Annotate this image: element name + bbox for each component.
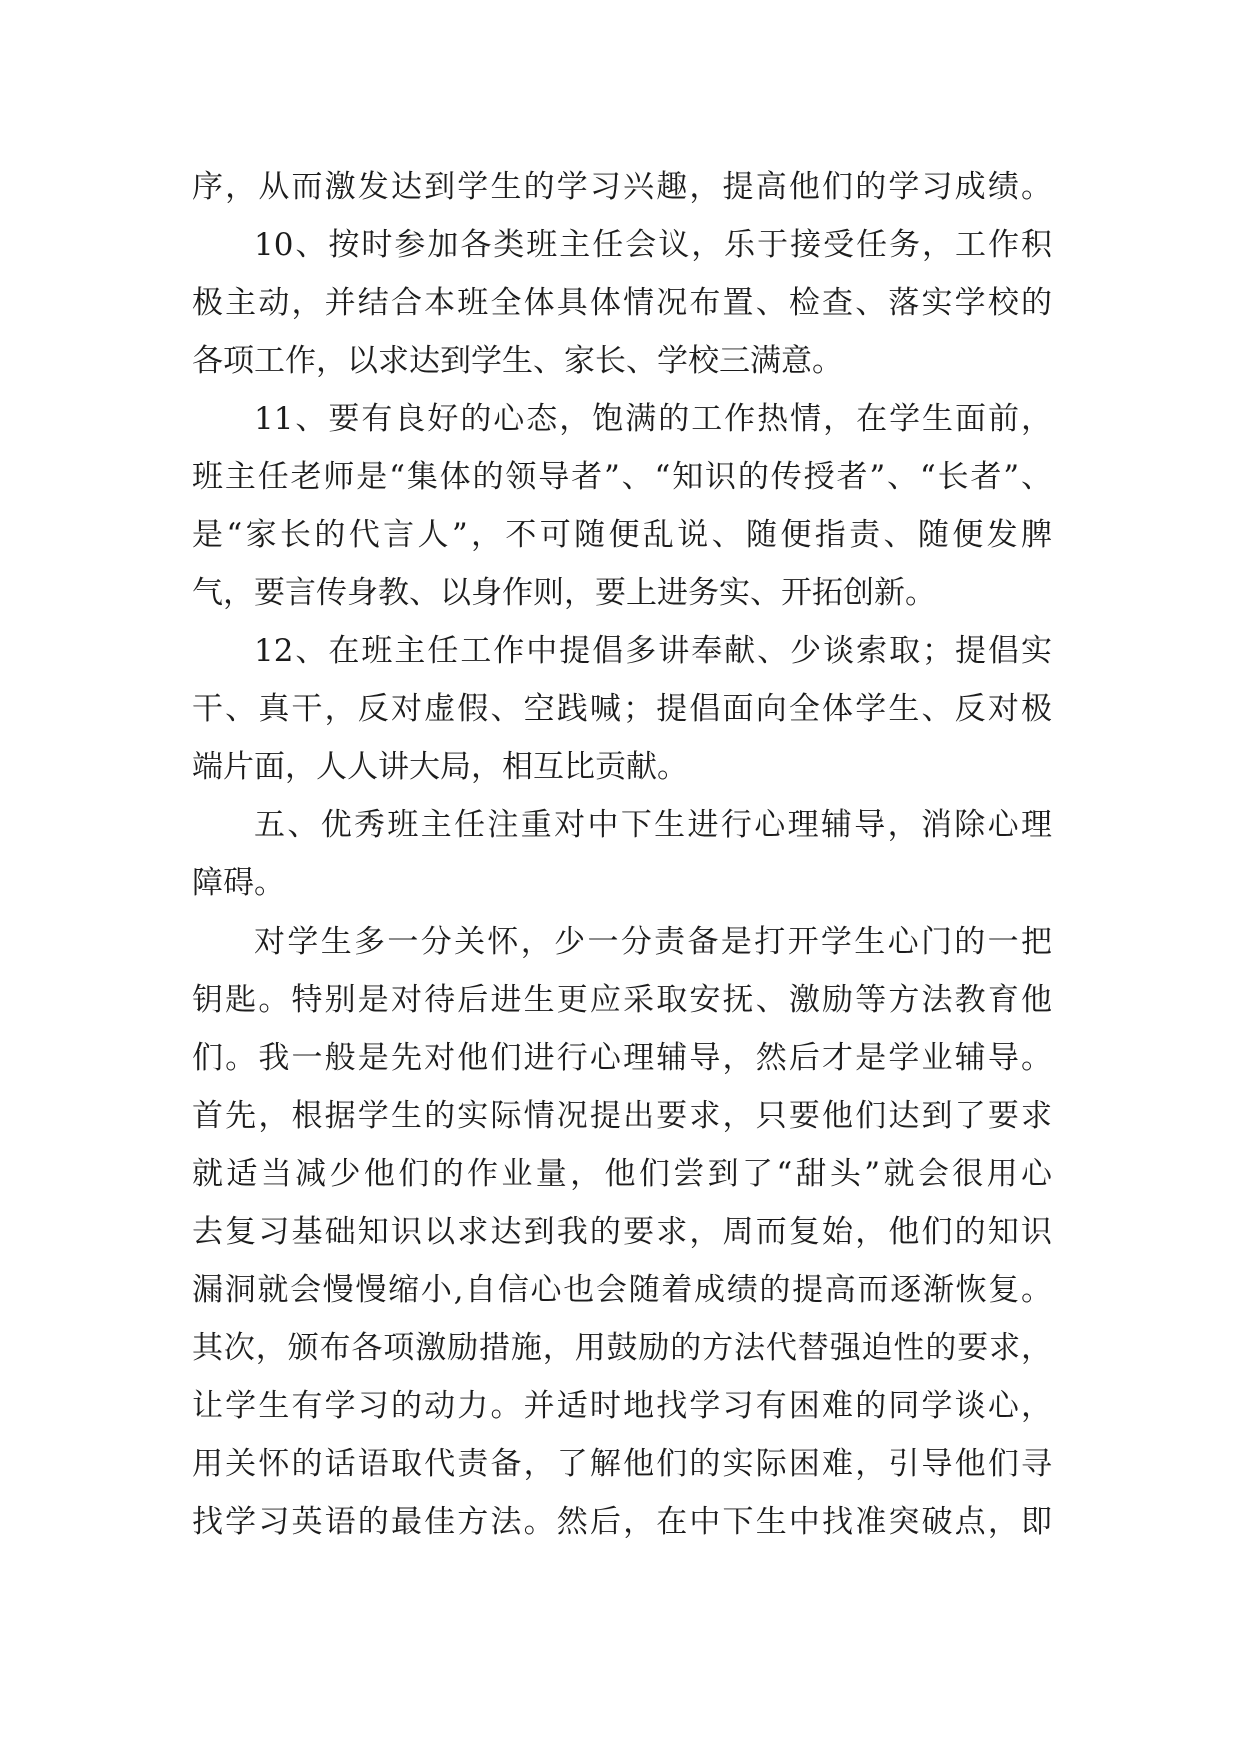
text-line: 端片面，人人讲大局，相互比贡献。	[192, 749, 688, 785]
text-line: 班主任老师是“集体的领导者”、“知识的传授者”、“长者”、	[192, 459, 1052, 495]
text-line: 就适当减少他们的作业量，他们尝到了“甜头”就会很用心	[192, 1156, 1052, 1192]
text-line: 其次，颁布各项激励措施，用鼓励的方法代替强迫性的要求，	[192, 1330, 1052, 1366]
text-line: 钥匙。特别是对待后进生更应采取安抚、激励等方法教育他	[192, 982, 1052, 1018]
text-line: 去复习基础知识以求达到我的要求，周而复始，他们的知识	[192, 1214, 1052, 1250]
text-line: 各项工作，以求达到学生、家长、学校三满意。	[192, 343, 843, 379]
text-line: 序，从而激发达到学生的学习兴趣，提高他们的学习成绩。	[192, 169, 1052, 205]
text-line: 找学习英语的最佳方法。然后，在中下生中找准突破点，即	[192, 1504, 1052, 1540]
text-line: 12、在班主任工作中提倡多讲奉献、少谈索取；提倡实	[254, 633, 1052, 669]
section-heading: 五、优秀班主任注重对中下生进行心理辅导，消除心理	[254, 807, 1052, 843]
text-line: 们。我一般是先对他们进行心理辅导，然后才是学业辅导。	[192, 1040, 1052, 1076]
text-line: 对学生多一分关怀，少一分责备是打开学生心门的一把	[254, 924, 1052, 960]
text-line: 用关怀的话语取代责备，了解他们的实际困难，引导他们寻	[192, 1446, 1052, 1482]
text-line: 10、按时参加各类班主任会议，乐于接受任务，工作积	[254, 227, 1052, 263]
text-line: 气，要言传身教、以身作则，要上进务实、开拓创新。	[192, 575, 936, 611]
text-line: 干、真干，反对虚假、空践喊；提倡面向全体学生、反对极	[192, 691, 1052, 727]
text-line: 首先，根据学生的实际情况提出要求，只要他们达到了要求	[192, 1098, 1052, 1134]
text-line: 让学生有学习的动力。并适时地找学习有困难的同学谈心，	[192, 1388, 1052, 1424]
text-line: 漏洞就会慢慢缩小,自信心也会随着成绩的提高而逐渐恢复。	[192, 1272, 1052, 1308]
section-heading-continuation: 障碍。	[192, 865, 285, 901]
text-line: 11、要有良好的心态，饱满的工作热情，在学生面前，	[254, 401, 1052, 437]
text-line: 极主动，并结合本班全体具体情况布置、检查、落实学校的	[192, 285, 1052, 321]
text-line: 是“家长的代言人”，不可随便乱说、随便指责、随便发脾	[192, 517, 1052, 553]
